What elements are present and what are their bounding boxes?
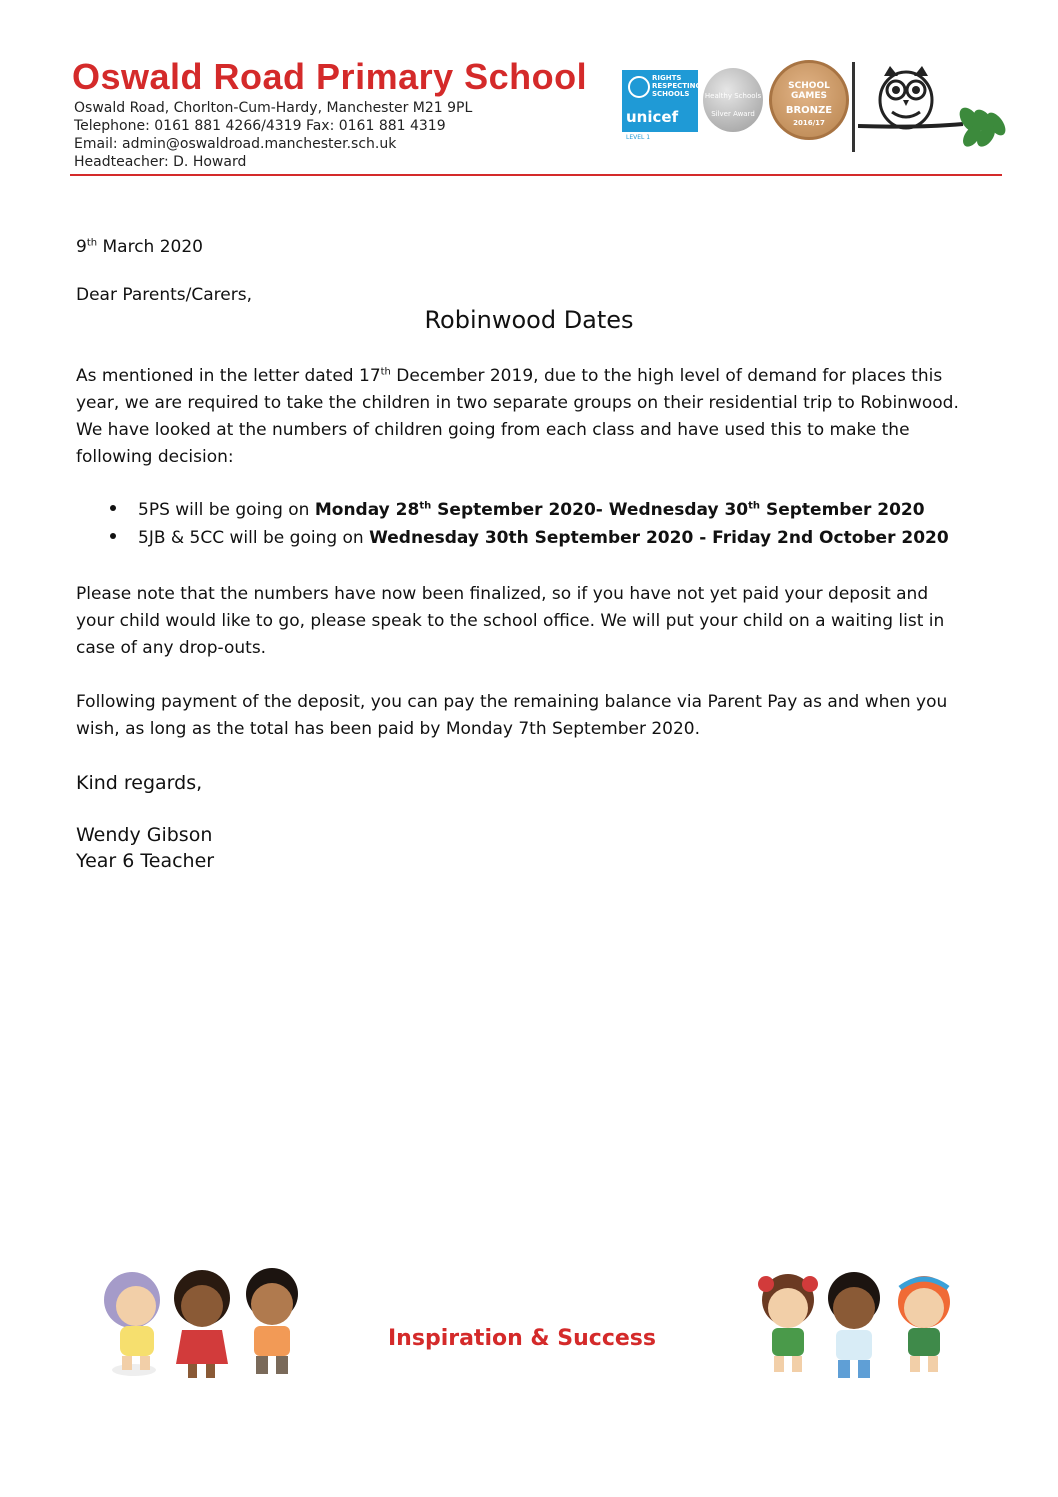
school-games-bronze-badge <box>769 60 849 140</box>
bronze-badge-line3: BRONZE <box>785 105 833 116</box>
list-item: 5PS will be going on Monday 28th September 2020- Wednesday 30th September 2020 <box>110 500 925 520</box>
school-telephone: Telephone: 0161 881 4266/4319 Fax: 0161 881 4319 <box>74 118 446 134</box>
rights-logo-text: RIGHTS RESPECTING SCHOOLS <box>652 74 702 98</box>
letter-date: 9th March 2020 <box>76 237 203 257</box>
unicef-wordmark: unicef <box>626 108 679 126</box>
bronze-badge-line4: 2016/17 <box>793 119 825 127</box>
letter-title: Robinwood Dates <box>424 306 634 334</box>
silver-badge-top: Healthy Schools <box>704 92 762 100</box>
owl-on-branch-icon <box>858 62 1008 154</box>
school-name: Oswald Road Primary School <box>72 56 588 97</box>
signer-name: Wendy Gibson <box>76 824 213 846</box>
rights-respecting-schools-logo <box>622 70 702 141</box>
owl-divider-line <box>852 62 855 152</box>
school-address: Oswald Road, Chorlton-Cum-Hardy, Manchester M21 9PL <box>74 100 473 116</box>
paragraph-3 <box>76 689 947 743</box>
salutation: Dear Parents/Carers, <box>76 285 252 305</box>
bullet-icon <box>110 505 116 511</box>
globe-icon <box>628 76 650 98</box>
paragraph-2-line-1: Please note that the numbers have now been finalized, so if you have not yet paid your deposit and <box>76 584 929 604</box>
paragraph-1-line-4: following decision: <box>76 447 234 467</box>
silver-badge-bottom: Silver Award <box>711 110 755 118</box>
signer-role: Year 6 Teacher <box>76 850 215 872</box>
children-illustration-left <box>96 1264 312 1392</box>
children-illustration-right <box>748 1266 964 1390</box>
header-divider <box>70 174 1002 176</box>
rights-logo-level: LEVEL 1 <box>626 134 651 141</box>
paragraph-1 <box>76 363 959 471</box>
paragraph-1-line-3: We have looked at the numbers of children going from each class and have used this to make the <box>76 420 910 440</box>
school-email: Email: admin@oswaldroad.manchester.sch.uk <box>74 136 397 152</box>
paragraph-2-line-2: your child would like to go, please speak to the school office. We will put your child on a waiting list in <box>76 611 945 631</box>
footer-slogan: Inspiration & Success <box>388 1326 656 1351</box>
paragraph-3-line-1: Following payment of the deposit, you can pay the remaining balance via Parent Pay as and when you <box>76 692 948 712</box>
bullet-icon <box>110 533 116 539</box>
list-item: 5JB & 5CC will be going on Wednesday 30th September 2020 - Friday 2nd October 2020 <box>110 528 949 548</box>
bronze-badge-line1: SCHOOL <box>788 81 830 91</box>
paragraph-1-line-1: As mentioned in the letter dated 17th December 2019, due to the high level of demand for places this <box>76 366 943 386</box>
paragraph-1-line-2: year, we are required to take the children in two separate groups on their residential trip to Robinwood. <box>76 393 959 413</box>
bronze-badge-line2: GAMES <box>791 91 827 101</box>
closing: Kind regards, <box>76 772 203 794</box>
paragraph-3-line-2: wish, as long as the total has been paid by Monday 7th September 2020. <box>76 719 701 739</box>
paragraph-2 <box>76 581 944 662</box>
paragraph-2-line-3: case of any drop-outs. <box>76 638 267 658</box>
school-headteacher: Headteacher: D. Howard <box>74 154 247 170</box>
healthy-schools-badge <box>703 68 763 132</box>
